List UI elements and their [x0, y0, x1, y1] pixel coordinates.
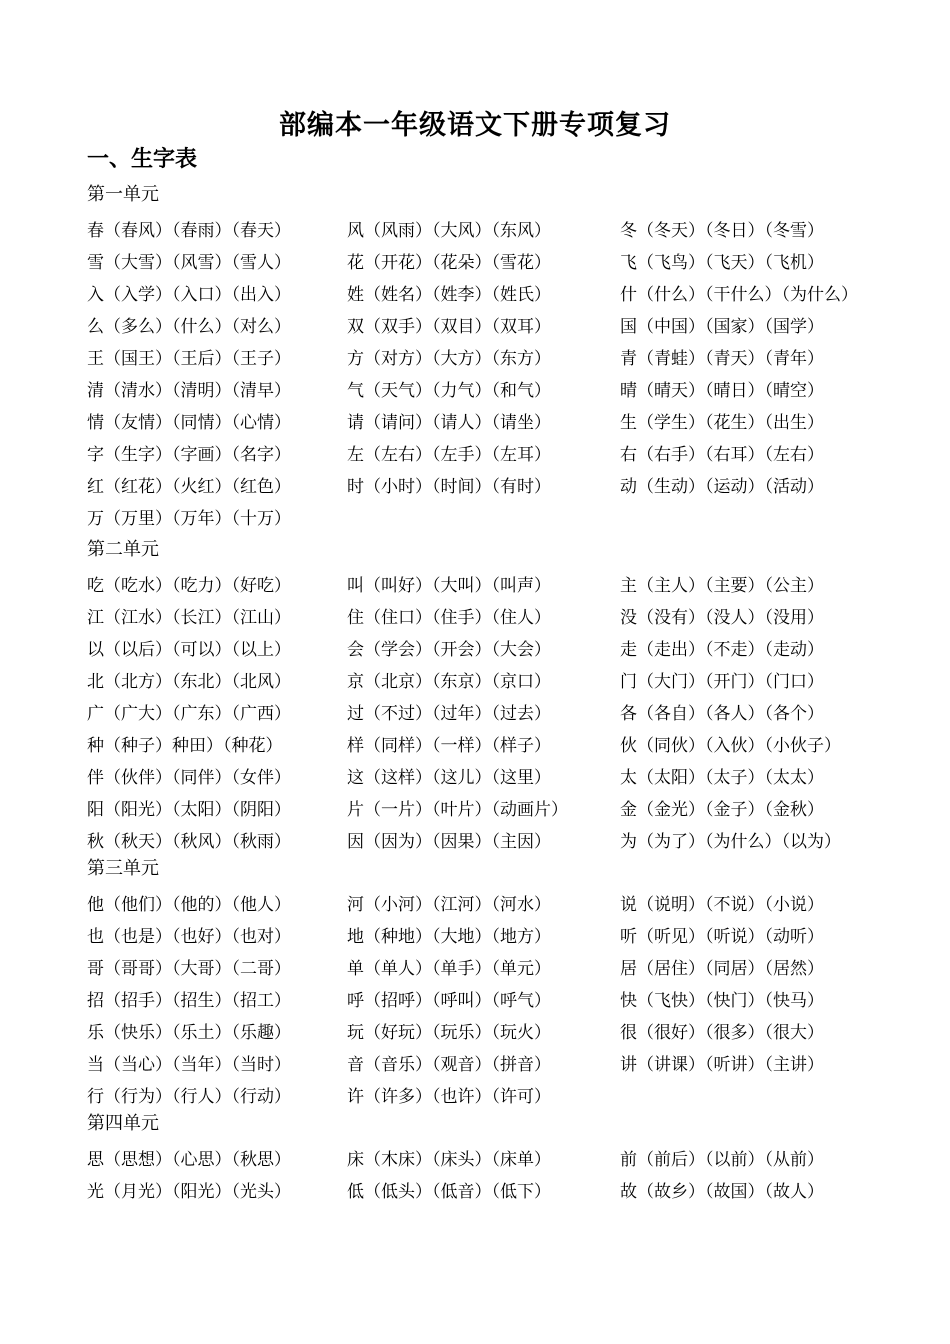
- vocab-row: [0, 504, 950, 536]
- vocab-entry: 说（说明）（不说）（小说）: [620, 895, 824, 915]
- vocab-entry: 样（同样）（一样）（样子）: [347, 736, 551, 756]
- vocab-row: [0, 954, 950, 986]
- vocab-row: [0, 571, 950, 603]
- vocab-entry: 什（什么）（干什么）（为什么）: [620, 285, 858, 305]
- vocab-entry: 行（行为）（行人）（行动）: [87, 1087, 291, 1107]
- vocab-entry: 为（为了）（为什么）（以为）: [620, 832, 841, 852]
- vocab-entry: 风（风雨）（大风）（东风）: [347, 221, 551, 241]
- vocab-row: [0, 731, 950, 763]
- vocab-entry: 冬（冬天）（冬日）（冬雪）: [620, 221, 824, 241]
- vocab-entry: 时（小时）（时间）（有时）: [347, 477, 551, 497]
- vocab-entry: 快（飞快）（快门）（快马）: [620, 991, 824, 1011]
- vocab-entry: 京（北京）（东京）（京口）: [347, 672, 551, 692]
- vocab-entry: 讲（讲课）（听讲）（主讲）: [620, 1055, 824, 1075]
- vocab-row: [0, 440, 950, 472]
- vocab-entry: 玩（好玩）（玩乐）（玩火）: [347, 1023, 551, 1043]
- vocab-row: [0, 280, 950, 312]
- vocab-entry: 门（大门）（开门）（门口）: [620, 672, 824, 692]
- vocab-entry: 吃（吃水）（吃力）（好吃）: [87, 576, 291, 596]
- vocab-entry: 也（也是）（也好）（也对）: [87, 927, 291, 947]
- vocab-entry: 各（各自）（各人）（各个）: [620, 704, 824, 724]
- vocab-row: [0, 248, 950, 280]
- vocab-entry: 主（主人）（主要）（公主）: [620, 576, 824, 596]
- vocab-entry: 广（广大）（广东）（广西）: [87, 704, 291, 724]
- vocab-entry: 青（青蛙）（青天）（青年）: [620, 349, 824, 369]
- vocab-entry: 么（多么）（什么）（对么）: [87, 317, 291, 337]
- vocab-row: [0, 1145, 950, 1177]
- page-title: 部编本一年级语文下册专项复习: [279, 110, 671, 141]
- section-title: 一、生字表: [87, 147, 198, 172]
- unit-title: 第四单元: [87, 1113, 159, 1134]
- vocab-entry: 伙（同伙）（入伙）（小伙子）: [620, 736, 841, 756]
- vocab-row: [0, 1177, 950, 1209]
- vocab-entry: 低（低头）（低音）（低下）: [347, 1182, 551, 1202]
- vocab-entry: 花（开花）（花朵）（雪花）: [347, 253, 551, 273]
- vocab-entry: 雪（大雪）（风雪）（雪人）: [87, 253, 291, 273]
- unit-title: 第一单元: [87, 184, 159, 205]
- vocab-entry: 许（许多）（也许）（许可）: [347, 1087, 551, 1107]
- vocab-entry: 姓（姓名）（姓李）（姓氏）: [347, 285, 551, 305]
- vocab-entry: 光（月光）（阳光）（光头）: [87, 1182, 291, 1202]
- vocab-entry: 床（木床）（床头）（床单）: [347, 1150, 551, 1170]
- vocab-row: [0, 890, 950, 922]
- vocab-entry: 字（生字）（字画）（名字）: [87, 445, 291, 465]
- vocab-row: [0, 408, 950, 440]
- vocab-entry: 因（因为）（因果）（主因）: [347, 832, 551, 852]
- vocab-entry: 入（入学）（入口）（出入）: [87, 285, 291, 305]
- vocab-row: [0, 603, 950, 635]
- unit-title: 第三单元: [87, 858, 159, 879]
- vocab-entry: 过（不过）（过年）（过去）: [347, 704, 551, 724]
- vocab-entry: 阳（阳光）（太阳）（阴阳）: [87, 800, 291, 820]
- vocab-entry: 居（居住）（同居）（居然）: [620, 959, 824, 979]
- vocab-entry: 前（前后）（以前）（从前）: [620, 1150, 824, 1170]
- vocab-entry: 万（万里）（万年）（十万）: [87, 509, 291, 529]
- vocab-row: [0, 635, 950, 667]
- vocab-row: [0, 344, 950, 376]
- vocab-entry: 伴（伙伴）（同伴）（女伴）: [87, 768, 291, 788]
- vocab-entry: 没（没有）（没人）（没用）: [620, 608, 824, 628]
- vocab-entry: 王（国王）（王后）（王子）: [87, 349, 291, 369]
- vocab-row: [0, 472, 950, 504]
- vocab-entry: 河（小河）（江河）（河水）: [347, 895, 551, 915]
- vocab-entry: 住（住口）（住手）（住人）: [347, 608, 551, 628]
- vocab-entry: 晴（晴天）（晴日）（晴空）: [620, 381, 824, 401]
- vocab-entry: 当（当心）（当年）（当时）: [87, 1055, 291, 1075]
- vocab-entry: 片（一片）（叶片）（动画片）: [347, 800, 568, 820]
- vocab-entry: 单（单人）（单手）（单元）: [347, 959, 551, 979]
- vocab-entry: 飞（飞鸟）（飞天）（飞机）: [620, 253, 824, 273]
- vocab-entry: 金（金光）（金子）（金秋）: [620, 800, 824, 820]
- vocab-entry: 国（中国）（国家）（国学）: [620, 317, 824, 337]
- vocab-entry: 这（这样）（这儿）（这里）: [347, 768, 551, 788]
- vocab-row: [0, 216, 950, 248]
- vocab-entry: 地（种地）（大地）（地方）: [347, 927, 551, 947]
- vocab-entry: 他（他们）（他的）（他人）: [87, 895, 291, 915]
- vocab-row: [0, 1050, 950, 1082]
- vocab-entry: 情（友情）（同情）（心情）: [87, 413, 291, 433]
- vocab-entry: 招（招手）（招生）（招工）: [87, 991, 291, 1011]
- vocab-entry: 很（很好）（很多）（很大）: [620, 1023, 824, 1043]
- vocab-entry: 走（走出）（不走）（走动）: [620, 640, 824, 660]
- vocab-entry: 哥（哥哥）（大哥）（二哥）: [87, 959, 291, 979]
- vocab-entry: 乐（快乐）（乐土）（乐趣）: [87, 1023, 291, 1043]
- vocab-entry: 气（天气）（力气）（和气）: [347, 381, 551, 401]
- vocab-entry: 种（种子）种田）（种花）: [87, 736, 283, 756]
- vocab-row: [0, 1018, 950, 1050]
- vocab-row: [0, 312, 950, 344]
- vocab-entry: 听（听见）（听说）（动听）: [620, 927, 824, 947]
- vocab-entry: 双（双手）（双目）（双耳）: [347, 317, 551, 337]
- unit-title: 第二单元: [87, 539, 159, 560]
- vocab-row: [0, 699, 950, 731]
- vocab-entry: 红（红花）（火红）（红色）: [87, 477, 291, 497]
- vocab-entry: 音（音乐）（观音）（拼音）: [347, 1055, 551, 1075]
- vocab-entry: 秋（秋天）（秋风）（秋雨）: [87, 832, 291, 852]
- vocab-entry: 方（对方）（大方）（东方）: [347, 349, 551, 369]
- vocab-entry: 以（以后）（可以）（以上）: [87, 640, 291, 660]
- vocab-entry: 呼（招呼）（呼叫）（呼气）: [347, 991, 551, 1011]
- vocab-entry: 叫（叫好）（大叫）（叫声）: [347, 576, 551, 596]
- vocab-entry: 动（生动）（运动）（活动）: [620, 477, 824, 497]
- vocab-entry: 生（学生）（花生）（出生）: [620, 413, 824, 433]
- vocab-entry: 清（清水）（清明）（清早）: [87, 381, 291, 401]
- vocab-row: [0, 763, 950, 795]
- vocab-entry: 北（北方）（东北）（北风）: [87, 672, 291, 692]
- vocab-row: [0, 667, 950, 699]
- vocab-entry: 春（春风）（春雨）（春天）: [87, 221, 291, 241]
- vocab-row: [0, 795, 950, 827]
- vocab-row: [0, 986, 950, 1018]
- vocab-row: [0, 922, 950, 954]
- vocab-entry: 左（左右）（左手）（左耳）: [347, 445, 551, 465]
- vocab-entry: 请（请问）（请人）（请坐）: [347, 413, 551, 433]
- vocab-row: [0, 376, 950, 408]
- vocab-entry: 思（思想）（心思）（秋思）: [87, 1150, 291, 1170]
- vocab-entry: 故（故乡）（故国）（故人）: [620, 1182, 824, 1202]
- vocab-entry: 江（江水）（长江）（江山）: [87, 608, 291, 628]
- vocab-entry: 会（学会）（开会）（大会）: [347, 640, 551, 660]
- vocab-entry: 右（右手）（右耳）（左右）: [620, 445, 824, 465]
- vocab-entry: 太（太阳）（太子）（太太）: [620, 768, 824, 788]
